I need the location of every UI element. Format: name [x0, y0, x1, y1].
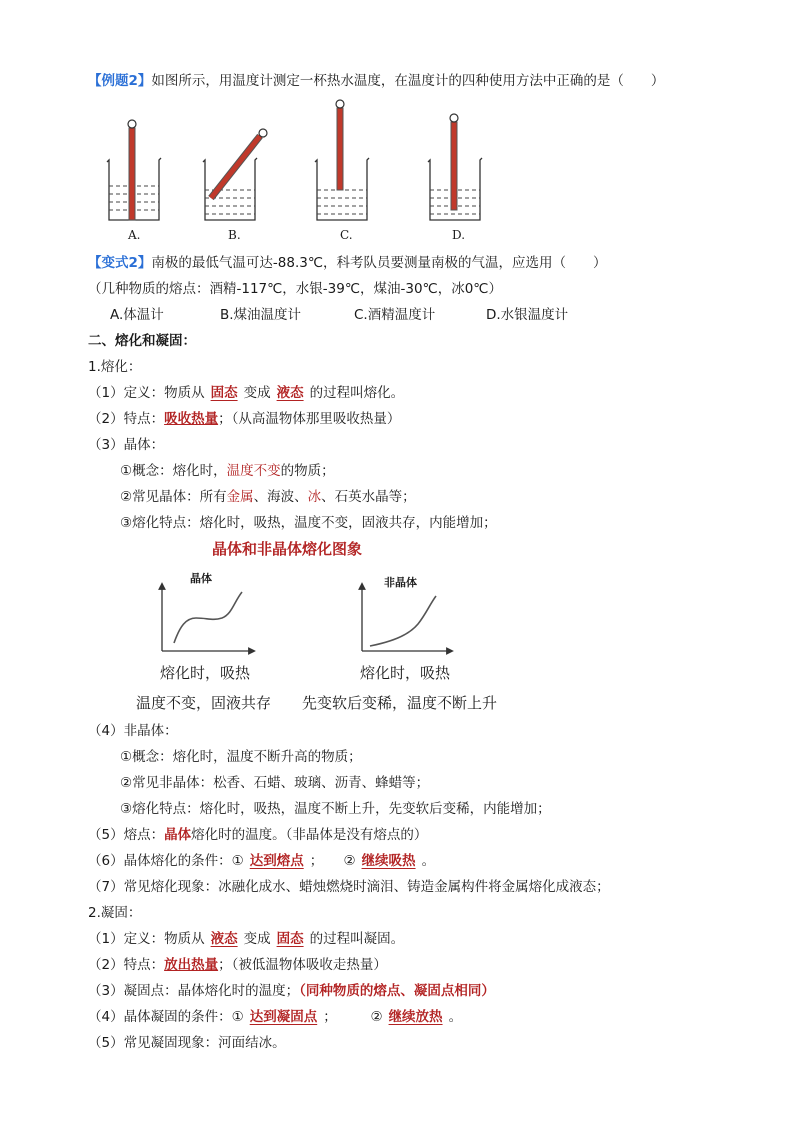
- melting-point-pre: （5）熔点：: [88, 827, 165, 843]
- variant2-tag: 【变式2】: [88, 255, 152, 271]
- melting-feat-post: ；（从高温物体那里吸收热量）: [218, 411, 401, 427]
- melting-feat-pre: （2）特点：: [88, 411, 165, 427]
- crystal-common: [120, 488, 416, 506]
- melting-cond-answer2: 继续吸热: [361, 853, 416, 869]
- figure-label-d: D.: [452, 228, 466, 242]
- crystal-common-ice: 冰: [307, 489, 322, 505]
- solidify-common: （5）常见凝固现象：河面结冰。: [88, 1035, 286, 1051]
- freezing-point-red: （同种物质的熔点、凝固点相同）: [299, 983, 495, 999]
- crystal-graph-caption: 熔化时，吸热: [160, 664, 251, 682]
- solidify-cond-pre: （4）晶体凝固的条件：①: [88, 1009, 244, 1025]
- melting-def-pre: （1）定义：物质从: [88, 385, 205, 401]
- solidify-cond-answer1: 达到凝固点: [249, 1009, 318, 1025]
- melting-feat-answer: 吸收热量: [164, 411, 219, 427]
- solidify-feat-answer: 放出热量: [164, 957, 219, 973]
- melting-point: [88, 826, 427, 844]
- melting-point-post: 熔化时的温度。（非晶体是没有熔点的）: [191, 827, 428, 843]
- amorphous-graph-label: 非晶体: [384, 576, 417, 589]
- variant2-option-d: D.水银温度计: [486, 307, 569, 323]
- melting-def-answer1: 固态: [210, 385, 238, 401]
- melting-common: （7）常见熔化现象：冰融化成水、蜡烛燃烧时滴泪、铸造金属构件将金属熔化成液态；: [88, 879, 610, 895]
- melting-cond-post: 。: [421, 853, 436, 869]
- solidify-feature: [88, 956, 387, 974]
- melting-def-mid: 变成: [243, 385, 271, 401]
- thermometer-d: [450, 114, 458, 210]
- variant2-option-c: C.酒精温度计: [354, 307, 436, 323]
- crystal-common-pre: ②常见晶体：所有: [120, 489, 227, 505]
- solidify-cond-answer2: 继续放热: [388, 1009, 443, 1025]
- figure-label-c: C.: [340, 228, 353, 242]
- solidify-def-answer1: 液态: [210, 931, 238, 947]
- solidify-condition: [88, 1008, 462, 1026]
- solidify-def-answer2: 固态: [276, 931, 304, 947]
- solidify-heading: 2.凝固：: [88, 905, 142, 921]
- freezing-point: [88, 982, 495, 1000]
- beaker-b: [203, 158, 257, 220]
- figure-label-b: B.: [228, 228, 241, 242]
- crystal-graph-label: 晶体: [190, 572, 212, 585]
- variant2-text: 南极的最低气温可达-88.3℃，科考队员要测量南极的气温，应选用（ ）: [151, 255, 607, 271]
- amorphous-graph-desc: 先变软后变稀，温度不断上升: [302, 694, 498, 712]
- crystal-graph-desc: 温度不变，固液共存: [136, 694, 272, 712]
- solidify-def-post: 的过程叫凝固。: [309, 931, 405, 947]
- crystal-heading: （3）晶体：: [88, 437, 165, 453]
- freezing-point-pre: （3）凝固点：晶体熔化时的温度；: [88, 983, 300, 999]
- solidify-def-pre: （1）定义：物质从: [88, 931, 205, 947]
- amorphous-graph: [362, 586, 450, 651]
- crystal-feature: ③熔化特点：熔化时，吸热，温度不变，固液共存，内能增加；: [120, 515, 497, 531]
- section2-title: 二、熔化和凝固：: [88, 333, 196, 349]
- amorphous-common: ②常见非晶体：松香、石蜡、玻璃、沥青、蜂蜡等；: [120, 775, 430, 791]
- melting-condition: [88, 852, 435, 870]
- crystal-common-mid: 、海波、: [253, 489, 308, 505]
- melting-cond-mid: ； ②: [309, 853, 356, 869]
- thermometer-b: [211, 129, 267, 198]
- melting-point-red: 晶体: [164, 827, 192, 843]
- crystal-concept-pre: ①概念：熔化时，: [120, 463, 227, 479]
- figure-label-a: A.: [128, 228, 141, 242]
- example2-text: 如图所示，用温度计测定一杯热水温度，在温度计的四种使用方法中正确的是（ ）: [151, 73, 665, 89]
- solidify-feat-post: ；（被低温物体吸收走热量）: [218, 957, 387, 973]
- thermometer-c: [336, 100, 344, 190]
- solidify-feat-pre: （2）特点：: [88, 957, 165, 973]
- crystal-graph: [162, 586, 252, 651]
- example2-tag: 【例题2】: [88, 73, 152, 89]
- melting-cond-pre: （6）晶体熔化的条件：①: [88, 853, 244, 869]
- melting-def-answer2: 液态: [276, 385, 304, 401]
- variant2-option-a: A.体温计: [110, 307, 164, 323]
- amorphous-concept: ①概念：熔化时，温度不断升高的物质；: [120, 749, 362, 765]
- solidify-cond-post: 。: [448, 1009, 463, 1025]
- solidify-def-mid: 变成: [243, 931, 271, 947]
- melting-heading: 1.熔化：: [88, 359, 142, 375]
- amorphous-graph-caption: 熔化时，吸热: [360, 664, 451, 682]
- variant2-question: [88, 254, 607, 272]
- amorphous-heading: （4）非晶体：: [88, 723, 178, 739]
- graph-title: 晶体和非晶体熔化图象: [212, 540, 363, 558]
- thermometer-a: [128, 120, 136, 220]
- solidify-cond-mid: ； ②: [323, 1009, 383, 1025]
- melting-definition: [88, 384, 404, 402]
- crystal-concept: [120, 462, 335, 480]
- example2-question: [88, 72, 664, 90]
- variant2-option-b: B.煤油温度计: [220, 307, 302, 323]
- melting-def-post: 的过程叫熔化。: [309, 385, 405, 401]
- crystal-common-post: 、石英水晶等；: [321, 489, 416, 505]
- amorphous-feature: ③熔化特点：熔化时，吸热，温度不断上升，先变软后变稀，内能增加；: [120, 801, 551, 817]
- melting-cond-answer1: 达到熔点: [249, 853, 304, 869]
- crystal-concept-post: 的物质；: [280, 463, 335, 479]
- crystal-common-metal: 金属: [226, 489, 254, 505]
- solidify-definition: [88, 930, 404, 948]
- thermometer-figure: [95, 100, 495, 245]
- melting-feature: [88, 410, 400, 428]
- crystal-concept-red: 温度不变: [226, 463, 281, 479]
- variant2-note: （几种物质的熔点：酒精-117℃，水银-39℃，煤油-30℃，冰0℃）: [88, 281, 502, 297]
